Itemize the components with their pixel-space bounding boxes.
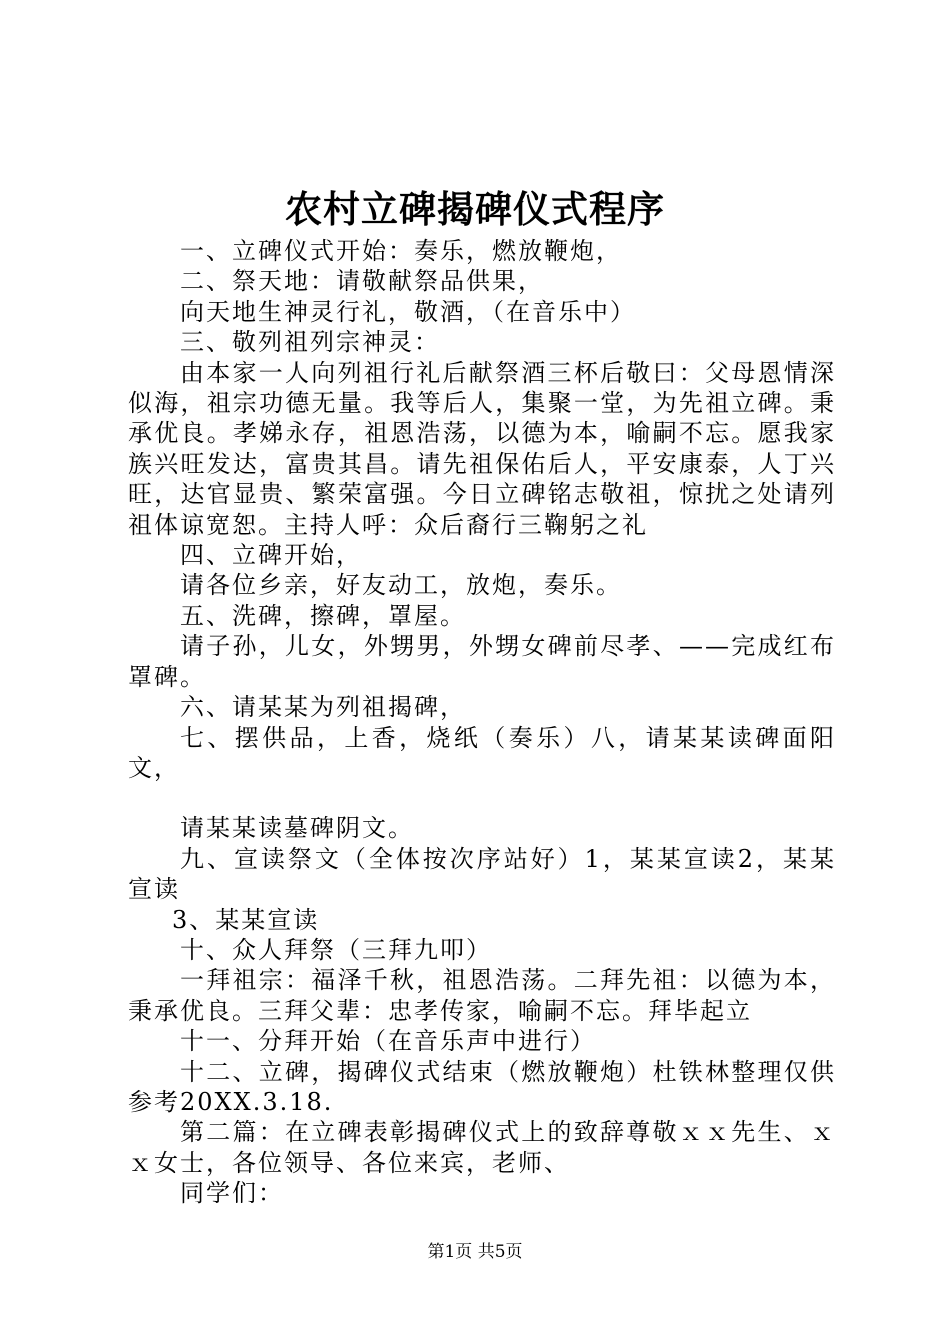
paragraph-15: 十、众人拜祭（三拜九叩） bbox=[180, 935, 492, 964]
paragraph-7: 请各位乡亲，好友动工，放炮，奏乐。 bbox=[180, 571, 622, 600]
paragraph-11: 七、摆供品，上香，烧纸（奏乐）八，请某某读碑面阳文， bbox=[128, 723, 836, 782]
paragraph-14: 3、某某宣读 bbox=[172, 905, 320, 934]
paragraph-gap bbox=[128, 783, 836, 813]
paragraph-9: 请子孙，儿女，外甥男，外甥女碑前尽孝、——完成红布罩碑。 bbox=[128, 632, 836, 691]
paragraph-18: 十二、立碑，揭碑仪式结束（燃放鞭炮）杜铁林整理仅供参考20XX.3.18. bbox=[128, 1057, 836, 1116]
paragraph-16: 一拜祖宗：福泽千秋，祖恩浩荡。二拜先祖：以德为本，秉承优良。三拜父辈：忠孝传家，喻嗣不忘。拜毕起立 bbox=[128, 966, 836, 1025]
paragraph-8: 五、洗碑，擦碑，罩屋。 bbox=[180, 601, 466, 630]
document-body bbox=[128, 236, 836, 1209]
paragraph-3: 向天地生神灵行礼，敬酒，（在音乐中） bbox=[180, 297, 636, 326]
paragraph-20: 同学们： bbox=[180, 1179, 284, 1208]
paragraph-1: 一、立碑仪式开始：奏乐，燃放鞭炮， bbox=[180, 237, 622, 265]
paragraph-10: 六、请某某为列祖揭碑， bbox=[180, 693, 466, 722]
document-title: 农村立碑揭碑仪式程序 bbox=[285, 187, 665, 231]
paragraph-5: 由本家一人向列祖行礼后献祭酒三杯后敬曰：父母恩情深似海，祖宗功德无量。我等后人，集聚一堂，为先祖立碑。秉承优良。孝娣永存，祖恩浩荡，以德为本，喻嗣不忘。愿我家族兴旺发达，富贵其昌。请先祖保佑后人，平安康泰，人丁兴旺，达官显贵、繁荣富强。今日立碑铭志敬祖，惊扰之处请列祖体谅宽恕。主持人呼：众后裔行三鞠躬之礼 bbox=[128, 358, 836, 539]
paragraph-17: 十一、分拜开始（在音乐声中进行） bbox=[180, 1027, 596, 1056]
page-footer: 第1页 共5页 bbox=[427, 1242, 523, 1262]
paragraph-12: 请某某读墓碑阴文。 bbox=[180, 814, 414, 843]
paragraph-4: 三、敬列祖列宗神灵： bbox=[180, 328, 440, 357]
paragraph-13: 九、宣读祭文（全体按次序站好）1，某某宣读2，某某宣读 bbox=[128, 844, 836, 904]
paragraph-19: 第二篇：在立碑表彰揭碑仪式上的致辞尊敬ｘｘ先生、ｘｘ女士，各位领导、各位来宾，老师、 bbox=[128, 1118, 836, 1177]
paragraph-2: 二、祭天地：请敬献祭品供果， bbox=[180, 267, 544, 296]
paragraph-6: 四、立碑开始， bbox=[180, 541, 362, 570]
